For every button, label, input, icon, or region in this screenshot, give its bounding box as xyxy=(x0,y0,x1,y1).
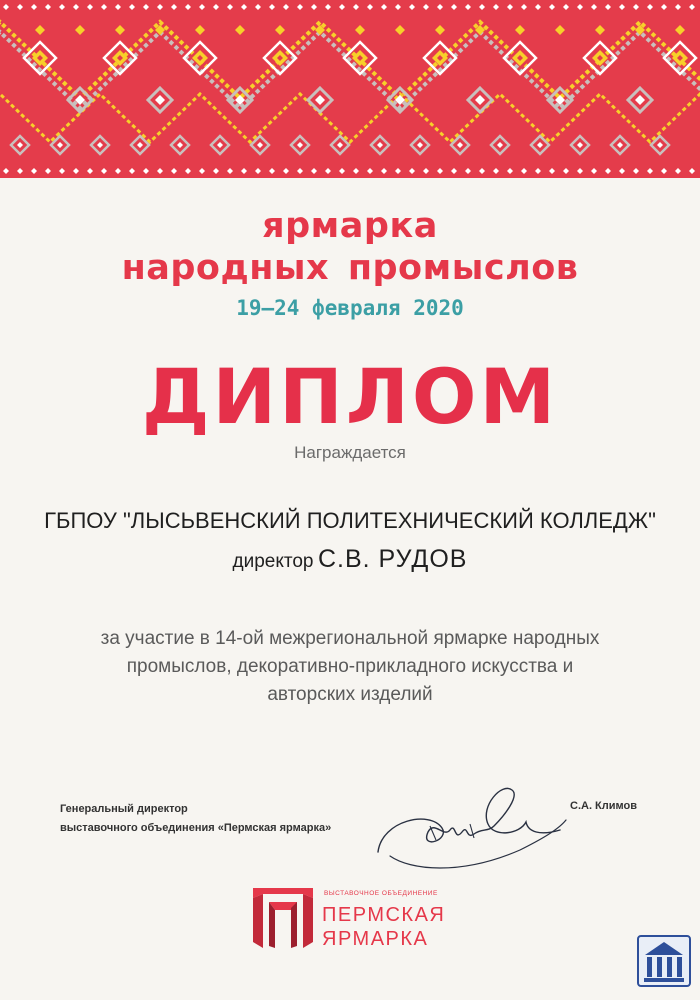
perm-fair-logo-icon xyxy=(247,882,319,952)
description-line: промыслов, декоративно-прикладного искусства и xyxy=(126,656,574,677)
fair-title-line2: народных промыслов xyxy=(121,248,579,288)
awarded-label: Награждается xyxy=(294,443,406,462)
ornament-background xyxy=(0,0,700,178)
handwritten-signature xyxy=(370,780,570,880)
signatory-title-line2: выставочного объединения «Пермская ярмарка» xyxy=(60,822,332,834)
diploma-title: ДИПЛОМ xyxy=(141,352,559,441)
logo-text-line1: ПЕРМСКАЯ xyxy=(322,904,446,926)
signatory-name: С.А. Климов xyxy=(570,800,637,812)
description-line: за участие в 14-ой межрегиональной ярмарке народных xyxy=(100,628,600,649)
signatory-title-line1: Генеральный директор xyxy=(60,803,188,815)
logo-text-line2: ЯРМАРКА xyxy=(322,928,429,950)
description-line: авторских изделий xyxy=(267,684,433,705)
award-description xyxy=(0,625,700,709)
fair-dates: 19–24 февраля 2020 xyxy=(236,296,464,320)
recipient-name: С.В. РУДОВ xyxy=(317,545,468,573)
recipient-role: директор xyxy=(232,551,314,572)
fair-title-line1: ярмарка xyxy=(262,206,438,246)
college-emblem-icon xyxy=(637,935,691,987)
recipient-director-line xyxy=(0,545,700,574)
recipient-organization: ГБПОУ "ЛЫСЬВЕНСКИЙ ПОЛИТЕХНИЧЕСКИЙ КОЛЛЕДЖ" xyxy=(44,508,656,533)
folk-ornament-banner xyxy=(0,0,700,178)
logo-small-text: ВЫСТАВОЧНОЕ ОБЪЕДИНЕНИЕ xyxy=(324,890,438,897)
signatory-title xyxy=(60,800,331,838)
